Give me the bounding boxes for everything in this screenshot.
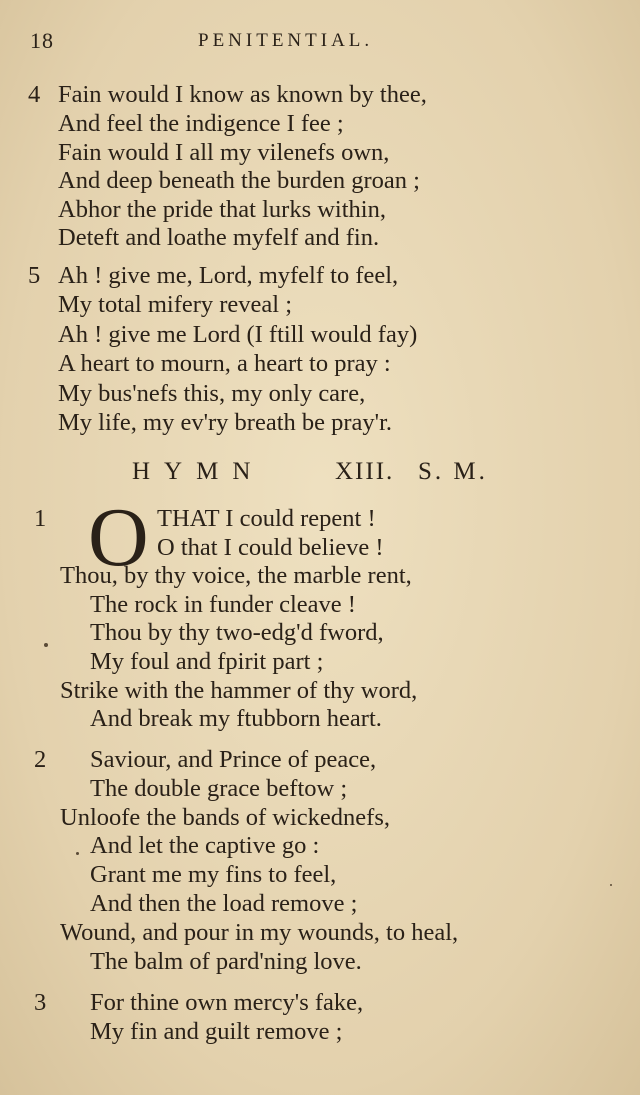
verse-line: My total mifery reveal ; [58, 291, 293, 318]
verse-line: And then the load remove ; [90, 890, 358, 917]
verse-line: And let the captive go : [90, 832, 320, 859]
drop-cap: O [88, 491, 149, 584]
verse-line: Fain would I all my vilenefs own, [58, 139, 390, 166]
paper-speck [44, 643, 48, 647]
paper-speck [610, 884, 612, 886]
stanza-number: 2 [34, 746, 47, 773]
verse-line: My foul and fpirit part ; [90, 648, 324, 675]
verse-line: Abhor the pride that lurks within, [58, 196, 386, 223]
stanza-number: 1 [34, 505, 47, 532]
verse-line: Saviour, and Prince of peace, [90, 746, 377, 773]
verse-line: Grant me my fins to feel, [90, 861, 337, 888]
running-title: PENITENTIAL. [198, 30, 374, 51]
hymn-word: HYMN [132, 458, 265, 485]
hymn-meter: S. M. [418, 458, 488, 485]
verse-line: For thine own mercy's fake, [90, 989, 364, 1016]
verse-line: Thou by thy two-edg'd fword, [90, 619, 384, 646]
page-number: 18 [30, 28, 54, 53]
verse-line: The rock in funder cleave ! [90, 591, 356, 618]
verse-line: My fin and guilt remove ; [90, 1018, 343, 1045]
verse-line: Unloofe the bands of wickednefs, [60, 804, 390, 831]
verse-line: Fain would I know as known by thee, [58, 81, 427, 108]
verse-line: Strike with the hammer of thy word, [60, 677, 418, 704]
verse-line: A heart to mourn, a heart to pray : [58, 350, 391, 377]
verse-line: Ah ! give me, Lord, myfelf to feel, [58, 262, 399, 289]
verse-line: O that I could believe ! [157, 534, 384, 561]
verse-line: My life, my ev'ry breath be pray'r. [58, 409, 393, 436]
verse-line: Wound, and pour in my wounds, to heal, [60, 919, 459, 946]
verse-line: Thou, by thy voice, the marble rent, [60, 562, 412, 589]
stanza-number: 5 [28, 262, 41, 289]
stanza-number: 4 [28, 81, 41, 108]
verse-line: And feel the indigence I fee ; [58, 110, 344, 137]
hymn-heading [0, 458, 640, 492]
verse-line: Ah ! give me Lord (I ftill would fay) [58, 321, 418, 348]
hymn-numeral: XIII. [335, 458, 395, 485]
verse-line: And deep beneath the burden groan ; [58, 167, 420, 194]
stanza-number: 3 [34, 989, 47, 1016]
verse-line: My bus'nefs this, my only care, [58, 380, 366, 407]
verse-line: The double grace beftow ; [90, 775, 348, 802]
verse-line: And break my ftubborn heart. [90, 705, 382, 732]
paper-speck [76, 852, 79, 855]
verse-line: THAT I could repent ! [157, 505, 376, 532]
page-header [0, 28, 640, 58]
verse-line: The balm of pard'ning love. [90, 948, 362, 975]
verse-line: Deteft and loathe myfelf and fin. [58, 224, 380, 251]
